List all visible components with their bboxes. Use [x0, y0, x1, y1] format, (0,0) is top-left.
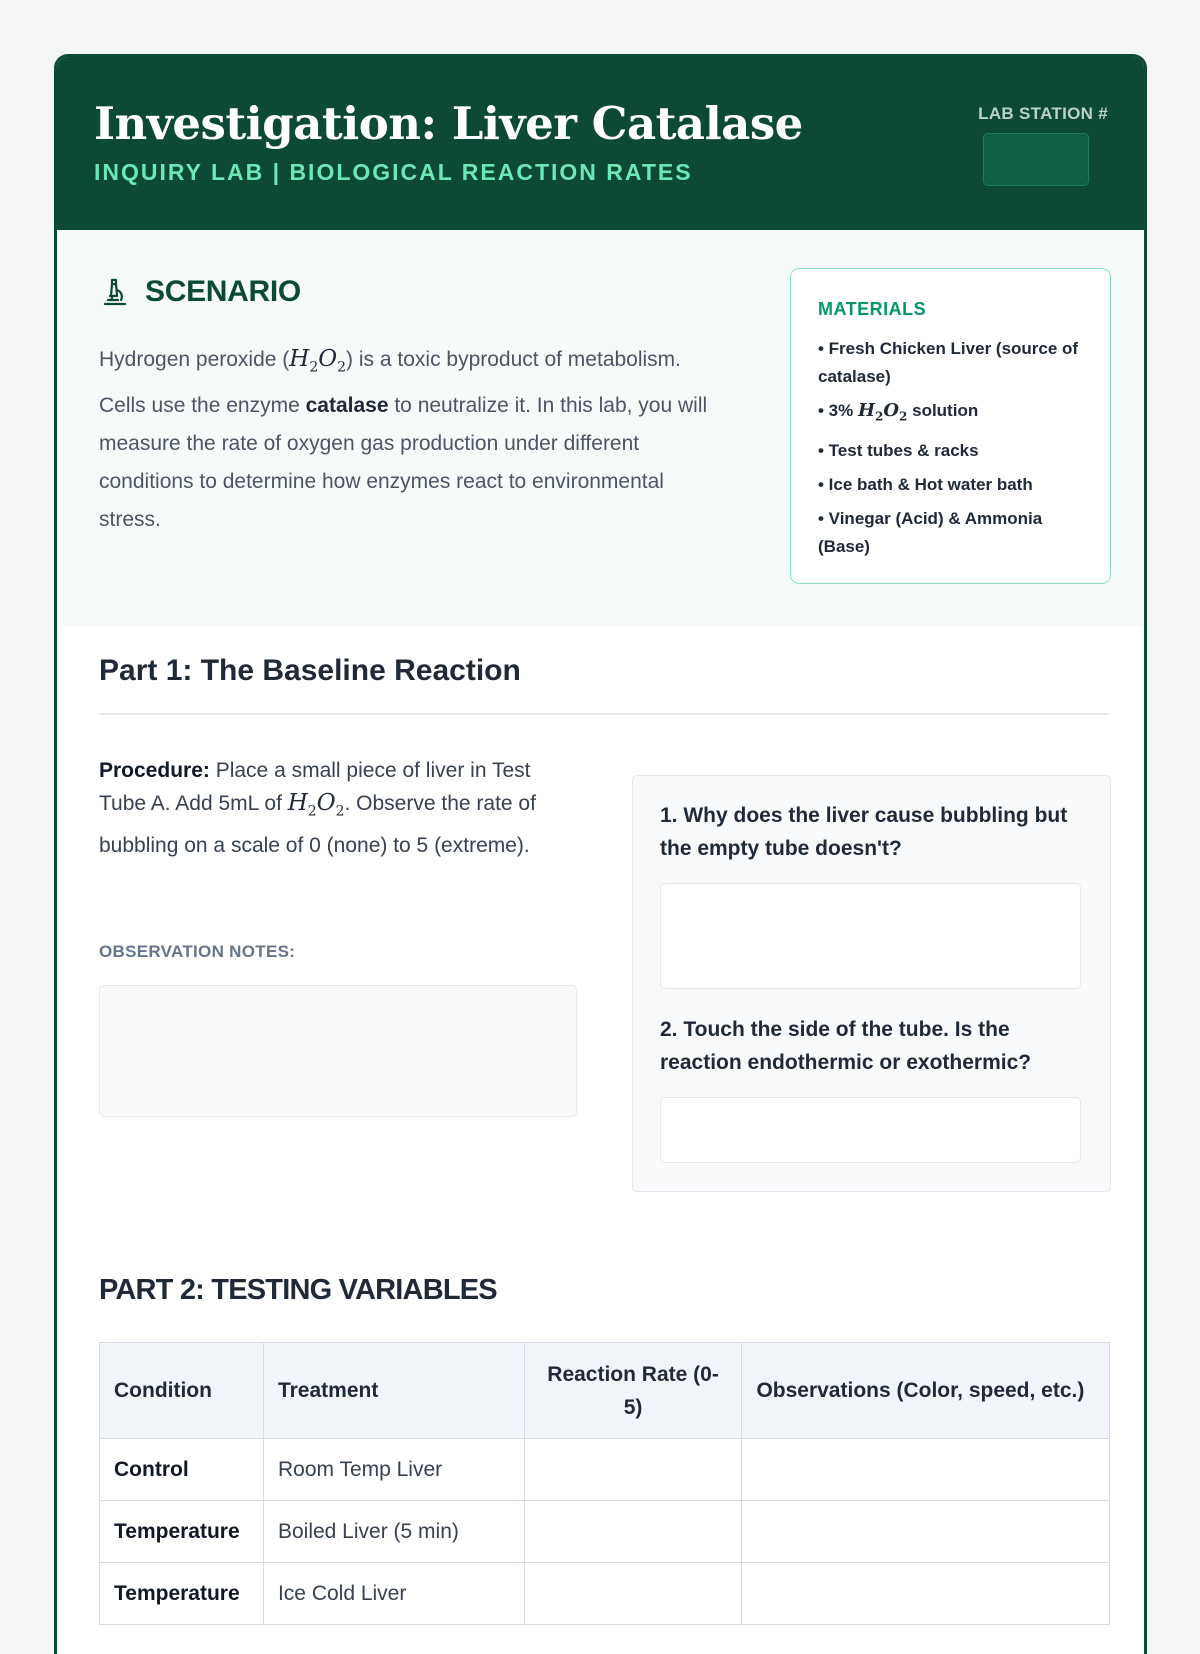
scenario-heading [99, 272, 301, 312]
list-item: • Vinegar (Acid) & Ammonia (Base) [818, 508, 1043, 556]
materials-title: MATERIALS [818, 299, 927, 319]
treatment-cell: Room Temp Liver [263, 1439, 524, 1501]
list-item: • 3% $H_2O_2$ solution [818, 400, 979, 424]
observation-notes-input[interactable] [99, 985, 577, 1117]
lab-station-input[interactable] [983, 133, 1089, 186]
table-row [100, 1501, 1110, 1563]
observation-notes-label: OBSERVATION NOTES: [99, 942, 296, 961]
h2o2-formula: $H_2O_2$ [289, 346, 347, 376]
h2o2-formula: $H_2O_2$ [287, 790, 345, 820]
column-header: Observations (Color, speed, etc.) [742, 1343, 1110, 1439]
condition-cell: Control [100, 1439, 264, 1501]
rate-input-cell[interactable] [524, 1563, 742, 1625]
page-subtitle: INQUIRY LAB | BIOLOGICAL REACTION RATES [94, 159, 693, 185]
rate-input-cell[interactable] [524, 1439, 742, 1501]
question-1: 1. Why does the liver cause bubbling but the empty tube doesn't? [660, 804, 1068, 860]
treatment-cell: Ice Cold Liver [263, 1563, 524, 1625]
header-banner [57, 57, 1144, 230]
scenario-title: SCENARIO [145, 275, 301, 308]
column-header: Treatment [263, 1343, 524, 1439]
list-item: • Test tubes & racks [818, 440, 979, 460]
microscope-icon [99, 276, 131, 308]
condition-cell: Temperature [100, 1501, 264, 1563]
column-header: Condition [100, 1343, 264, 1439]
table-header-row [100, 1343, 1110, 1439]
part2-title: PART 2: TESTING VARIABLES [99, 1274, 497, 1306]
answer-2-input[interactable] [660, 1097, 1081, 1163]
variables-table [99, 1342, 1110, 1625]
observations-input-cell[interactable] [742, 1563, 1110, 1625]
procedure-text: Procedure: Place a small piece of liver in Test Tube A. Add 5mL of $H_2O_2$. Observe the rate of bubbling on a scale of 0 (none) to 5 (extreme). [99, 759, 536, 857]
column-header: Reaction Rate (0-5) [524, 1343, 742, 1439]
answer-1-input[interactable] [660, 883, 1081, 989]
materials-list [818, 335, 1093, 567]
observations-input-cell[interactable] [742, 1501, 1110, 1563]
treatment-cell: Boiled Liver (5 min) [263, 1501, 524, 1563]
materials-card [790, 268, 1111, 584]
rate-input-cell[interactable] [524, 1501, 742, 1563]
worksheet [54, 54, 1147, 1654]
condition-cell: Temperature [100, 1563, 264, 1625]
list-item: • Fresh Chicken Liver (source of catalase) [818, 339, 1079, 386]
part1-title: Part 1: The Baseline Reaction [99, 654, 521, 687]
page-title: Investigation: Liver Catalase [94, 97, 803, 150]
observations-input-cell[interactable] [742, 1439, 1110, 1501]
questions-panel [632, 775, 1111, 1192]
scenario-text: Hydrogen peroxide $(H_2O_2)$ is a toxic byproduct of metabolism. Cells use the enzyme catalase to neutralize it. In this lab, you will measure the rate of oxygen gas production under different conditions to determine how enzymes react to environmental stress. [99, 346, 708, 531]
table-row [100, 1563, 1110, 1625]
divider [99, 713, 1109, 715]
scenario-section [57, 230, 1144, 627]
question-2: 2. Touch the side of the tube. Is the reaction endothermic or exothermic? [660, 1018, 1032, 1074]
lab-station-label: LAB STATION # [978, 104, 1108, 123]
list-item: • Ice bath & Hot water bath [818, 474, 1033, 494]
table-row [100, 1439, 1110, 1501]
h2o2-formula: $H_2O_2$ [857, 400, 908, 424]
